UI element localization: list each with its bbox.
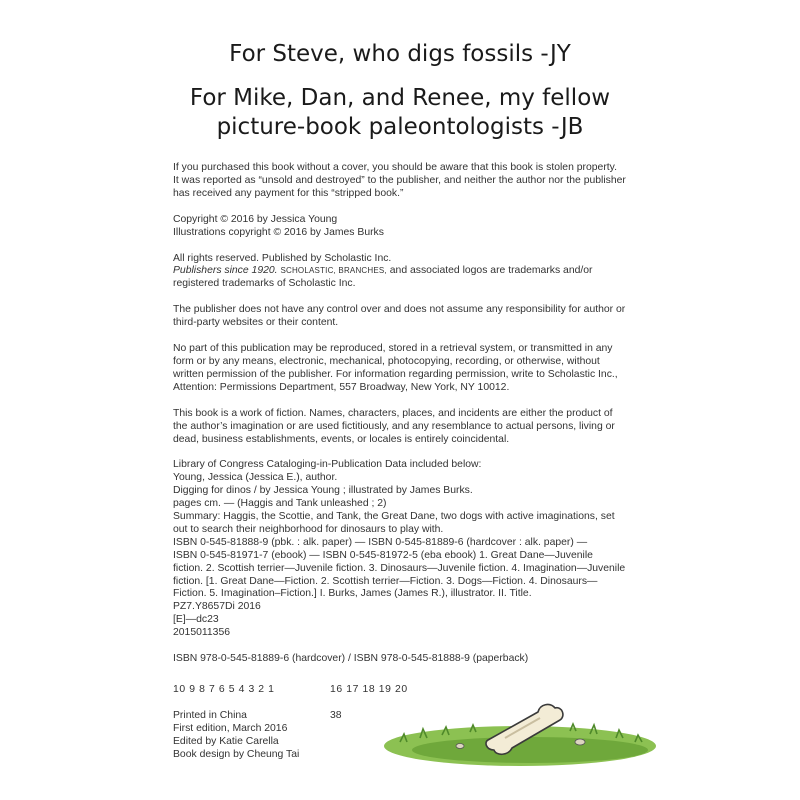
production-credits [173, 710, 373, 762]
grass-shade [412, 737, 648, 763]
text-line: the author’s imagination or are used fictitiously, and any resemblance to actual persons, living or [173, 420, 615, 432]
text-line: has received any payment for this “stripped book.” [173, 187, 404, 199]
publisher-control-notice [173, 304, 633, 330]
reproduction-notice [173, 343, 633, 395]
text-line: pages cm. — (Haggis and Tank unleashed ; 2) [173, 498, 387, 510]
text-line: Fiction. 5. Imagination–Fiction.] I. Burks, James (James R.), illustrator. II. Title. [173, 588, 532, 600]
text-line: written permission of the publisher. For information regarding permission, write to Scholastic Inc., [173, 368, 618, 380]
text-line: Library of Congress Cataloging-in-Publication Data included below: [173, 459, 482, 471]
text-line: Book design by Cheung Tai [173, 748, 300, 760]
legal-text [173, 162, 633, 679]
text-line: Digging for dinos / by Jessica Young ; illustrated by James Burks. [173, 485, 473, 497]
illustrator-dedication-line-1: For Mike, Dan, and Renee, my fellow [189, 85, 611, 111]
copyright-notice [173, 214, 633, 240]
text-line: Attention: Permissions Department, 557 Broadway, New York, NY 10012. [173, 381, 510, 393]
text-line: Summary: Haggis, the Scottie, and Tank, the Great Dane, two dogs with active imaginations, set [173, 511, 615, 523]
text-line: This book is a work of fiction. Names, characters, places, and incidents are either the product of [173, 407, 613, 419]
pebble [575, 739, 585, 745]
publisher-tagline: Publishers since 1920. [173, 265, 278, 277]
text-line: [E]—dc23 [173, 614, 219, 626]
text-line: Copyright © 2016 by Jessica Young [173, 213, 338, 225]
text-line: ISBN 0-545-81971-7 (ebook) — ISBN 0-545-81972-5 (eba ebook) 1. Great Dane—Juvenile [173, 549, 593, 561]
text-line: It was reported as “unsold and destroyed” to the publisher, and neither the author nor the publisher [173, 174, 626, 186]
text-line: Edited by Katie Carella [173, 735, 279, 747]
year-numbers: 16 17 18 19 20 [330, 684, 408, 695]
printing-numbers: 10 9 8 7 6 5 4 3 2 1 [173, 684, 275, 695]
text-line: No part of this publication may be reproduced, stored in a retrieval system, or transmitted in any [173, 343, 613, 355]
text-line: out to search their neighborhood for dinosaurs to play with. [173, 523, 444, 535]
bone-in-grass-illustration [380, 690, 660, 770]
text-line: registered trademarks of Scholastic Inc. [173, 278, 356, 290]
text-line: ISBN 0-545-81888-9 (pbk. : alk. paper) — ISBN 0-545-81889-6 (hardcover : alk. paper) — [173, 536, 588, 548]
text-line: First edition, March 2016 [173, 722, 288, 734]
illustrator-dedication-line-2: picture-book paleontologists -JB [216, 114, 584, 140]
author-dedication: For Steve, who digs fossils -JY [229, 41, 571, 67]
text-line: form or by any means, electronic, mechanical, photocopying, recording, or otherwise, without [173, 355, 600, 367]
pebble [456, 744, 464, 749]
text-line: fiction. [1. Great Dane—Fiction. 2. Scottish terrier—Fiction. 3. Dogs—Fiction. 4. Dinosaurs— [173, 575, 598, 587]
text-line: PZ7.Y8657Di 2016 [173, 601, 261, 613]
text-line: Young, Jessica (Jessica E.), author. [173, 472, 338, 484]
rights-notice [173, 253, 633, 292]
cataloging-data [173, 459, 633, 640]
text-line: All rights reserved. Published by Scholastic Inc. [173, 252, 392, 264]
text-line: ISBN 978-0-545-81889-6 (hardcover) / ISBN 978-0-545-81888-9 (paperback) [173, 653, 529, 665]
isbn-line [173, 653, 633, 666]
fiction-notice [173, 408, 633, 447]
text-line: dead, business establishments, events, or locales is entirely coincidental. [173, 433, 510, 445]
text-line: The publisher does not have any control over and does not assume any responsibility for author or [173, 304, 626, 316]
text-line: fiction. 2. Scottish terrier—Juvenile fiction. 3. Dinosaurs—Juvenile fiction. 4. Imagination—Juvenile [173, 562, 626, 574]
text-line: 2015011356 [173, 627, 231, 639]
text-line: Illustrations copyright © 2016 by James Burks [173, 226, 384, 238]
text-line: third-party websites or their content. [173, 317, 339, 329]
trademark-text: and associated logos are trademarks and/or [389, 265, 593, 277]
text-line [173, 265, 633, 278]
cover-notice [173, 162, 633, 201]
trademark-names: SCHOLASTIC, BRANCHES, [280, 266, 387, 276]
text-line: Printed in China [173, 710, 247, 721]
text-line: If you purchased this book without a cover, you should be aware that this book is stolen property. [173, 162, 617, 173]
printing-code: 38 [330, 710, 342, 721]
